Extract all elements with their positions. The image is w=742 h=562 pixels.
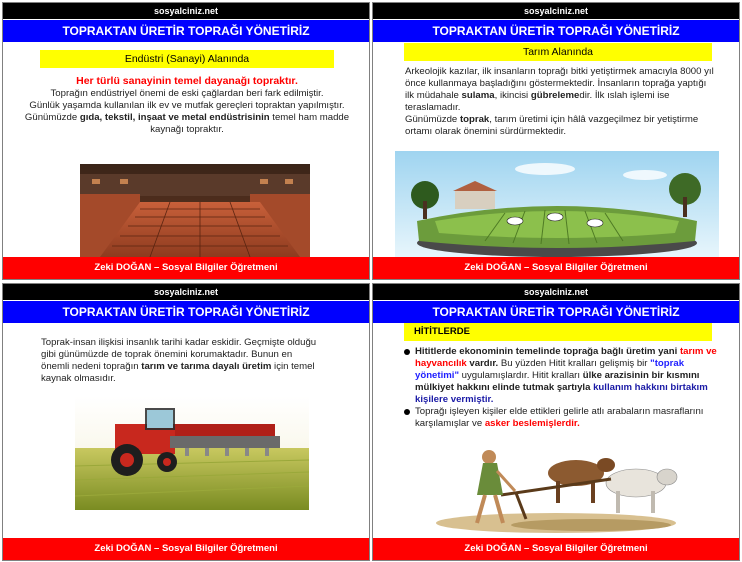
slide-body [23, 75, 351, 136]
brick-factory-image [80, 164, 310, 257]
paragraph: Toprağın endüstriyel önemi de eski çağlardan beri fark edilmiştir. [50, 88, 324, 99]
slide-body [403, 346, 719, 430]
headline: Her türlü sanayinin temel dayanağı topraktır. [76, 75, 298, 87]
slide-soil-human [2, 283, 370, 561]
slide-industry [2, 2, 370, 280]
list-item: Hititlerde ekonominin temelinde toprağa bağlı üretim yani tarım ve hayvancılık vardır. Bu yüzden Hitit kralları gelişmiş bir "toprak yönetimi" uygulamışlardır. Hitit kralları ülke arazisinin bir kısmını mülkiyet hakkını elinde tutmak şartıyla kullanım hakkını birtakım kişilere vermiştir. [403, 346, 719, 406]
slide-body [41, 337, 323, 385]
site-name: sosyalciniz.net [373, 3, 739, 19]
slide-agriculture [372, 2, 740, 280]
section-label: HİTİTLERDE [404, 323, 712, 341]
footer-author: Zeki DOĞAN – Sosyal Bilgiler Öğretmeni [3, 538, 369, 560]
ox-plough-image [431, 443, 681, 535]
footer-author: Zeki DOĞAN – Sosyal Bilgiler Öğretmeni [373, 538, 739, 560]
tractor-field-image [75, 396, 309, 510]
paragraph: Günümüzde gıda, tekstil, inşaat ve metal endüstrisinin temel ham madde kaynağı topraktır. [24, 112, 350, 135]
site-name: sosyalciniz.net [3, 284, 369, 300]
paragraph: Günümüzde toprak, tarım üretimi için hâlâ vazgeçilmez bir yetiştirme ortamı olarak önemini sürdürmektedir. [405, 114, 699, 137]
site-name: sosyalciniz.net [3, 3, 369, 19]
farmland-globe-image [395, 151, 719, 258]
slide-hittites [372, 283, 740, 561]
footer-author: Zeki DOĞAN – Sosyal Bilgiler Öğretmeni [373, 257, 739, 279]
paragraph: Toprak-insan ilişkisi insanlık tarihi kadar eskidir. Geçmişte olduğu gibi günümüzde de toprak önemini korumaktadır. Bunun en önemli nedeni toprağın tarım ve tarıma dayalı üretim için temel kaynak olmasıdır. [41, 337, 317, 384]
list-item: Toprağı işleyen kişiler elde ettikleri gelirle atlı arabaların masraflarını karşılamışlar ve asker beslemişlerdir. [403, 406, 719, 430]
section-label: Tarım Alanında [404, 43, 712, 61]
slide-title: TOPRAKTAN ÜRETİR TOPRAĞI YÖNETİRİZ [3, 20, 369, 42]
slide-body [405, 66, 717, 138]
section-label: Endüstri (Sanayi) Alanında [40, 50, 334, 68]
slide-title: TOPRAKTAN ÜRETİR TOPRAĞI YÖNETİRİZ [3, 301, 369, 323]
slide-title: TOPRAKTAN ÜRETİR TOPRAĞI YÖNETİRİZ [373, 301, 739, 323]
footer-author: Zeki DOĞAN – Sosyal Bilgiler Öğretmeni [3, 257, 369, 279]
site-name: sosyalciniz.net [373, 284, 739, 300]
paragraph: Arkeolojik kazılar, ilk insanların toprağı bitki yetiştirmek amacıyla 8000 yıl önce kullanmaya başladığını göstermektedir. İnsanların toprağa yaptığı ilk müdahale sulama, ikincisi gübrelemedir. İlk ıslah işlemi ise teraslamadır. [405, 66, 714, 113]
paragraph: Günlük yaşamda kullanılan ilk ev ve mutfak gereçleri topraktan yapılmıştır. [29, 100, 345, 111]
slide-title: TOPRAKTAN ÜRETİR TOPRAĞI YÖNETİRİZ [373, 20, 739, 42]
